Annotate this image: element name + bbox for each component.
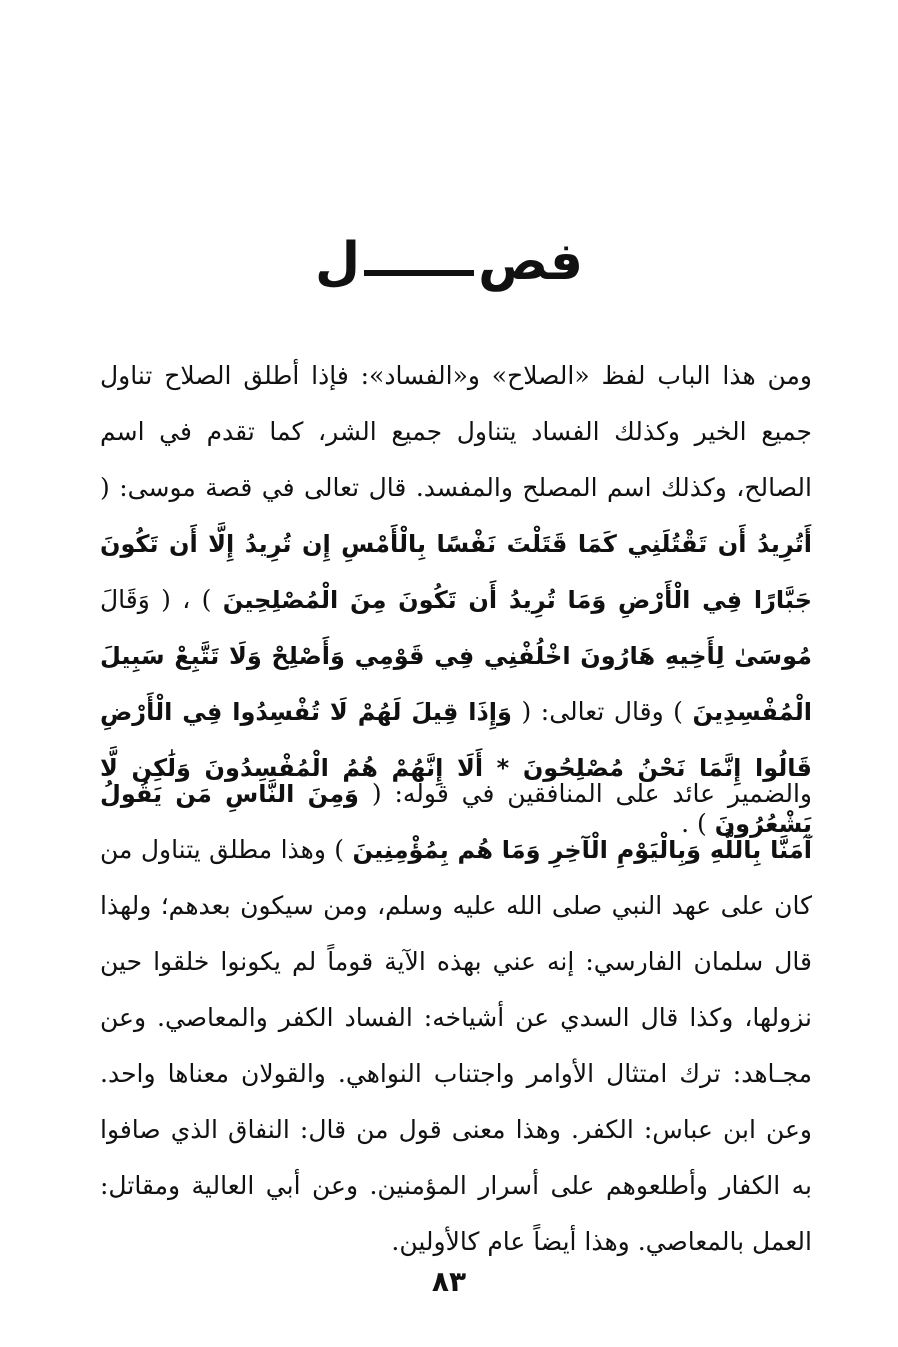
section-heading	[0, 232, 898, 292]
paragraph-1-text-a: ومن هذا الباب لفظ «الصلاح» و«الفساد»: فإذا أطلق الصلاح تناول جميع الخير وكذلك الفساد يتناول جميع الشر، كما تقدم في اسم الصالح، وكذلك اسم المصلح والمفسد. قال تعالى في قصة موسى: (	[100, 361, 812, 502]
heading-last-part: ل	[314, 232, 361, 292]
heading-tatweel-stroke	[364, 270, 474, 276]
paragraph-2-text-b: ) وهذا مطلق يتناول من كان على عهد النبي صلى الله عليه وسلم، ومن سيكون بعدهم؛ ولهذا قال سلمان الفارسي: إنه عني بهذه الآية قوماً لم يكونوا خلقوا حين نزولها، وكذا قال السدي عن أشياخه: الفساد الكفر والمعاصي. وعن مجـاهد: ترك امتثال الأوامر واجتناب النواهي. والقولان معناها واحد. وعن ابن عباس: الكفر. وهذا معنى قول من قال: النفاق الذي صافوا به الكفار وأطلعوهم على أسرار المؤمنين. وعن أبي العالية ومقاتل: العمل بالمعاصي. وهذا أيضاً عام كالأولين.	[100, 835, 812, 1256]
quran-verse-4: وَمِنَ النَّاسِ مَن يَقُولُ آمَنَّا بِاللَّهِ وَبِالْيَوْمِ الْآخِرِ وَمَا هُم بِمُؤْمِنِينَ	[100, 780, 813, 864]
paragraph-1-text-b: ) ، ( وَقَالَ	[100, 585, 212, 614]
paragraph-1-text-d: ) .	[681, 809, 707, 838]
heading-first-part: فص	[478, 232, 584, 292]
quran-verse-3: وَإِذَا قِيلَ لَهُمْ لَا تُفْسِدُوا فِي الْأَرْضِ قَالُوا إِنَّمَا نَحْنُ مُصْلِحُونَ * أَلَا إِنَّهُمْ هُمُ الْمُفْسِدُونَ وَلَٰكِن لَّا يَشْعُرُونَ	[100, 698, 812, 838]
quran-verse-1: أَتُرِيدُ أَن تَقْتُلَنِي كَمَا قَتَلْتَ نَفْسًا بِالْأَمْسِ إِن تُرِيدُ إِلَّا أَن تَكُونَ جَبَّارًا فِي الْأَرْضِ وَمَا تُرِيدُ أَن تَكُونَ مِنَ الْمُصْلِحِينَ	[100, 530, 812, 614]
quran-verse-2: مُوسَىٰ لِأَخِيهِ هَارُونَ اخْلُفْنِي فِي قَوْمِي وَأَصْلِحْ وَلَا تَتَّبِعْ سَبِيلَ الْمُفْسِدِينَ	[100, 642, 812, 726]
paragraph-1-text-c: ) وقال تعالى: (	[521, 697, 683, 726]
page-number: ٨٣	[431, 1265, 467, 1298]
paragraph-2	[100, 766, 812, 1270]
paragraph-2-text-a: والضمير عائد على المنافقين في قوله: (	[371, 779, 813, 808]
